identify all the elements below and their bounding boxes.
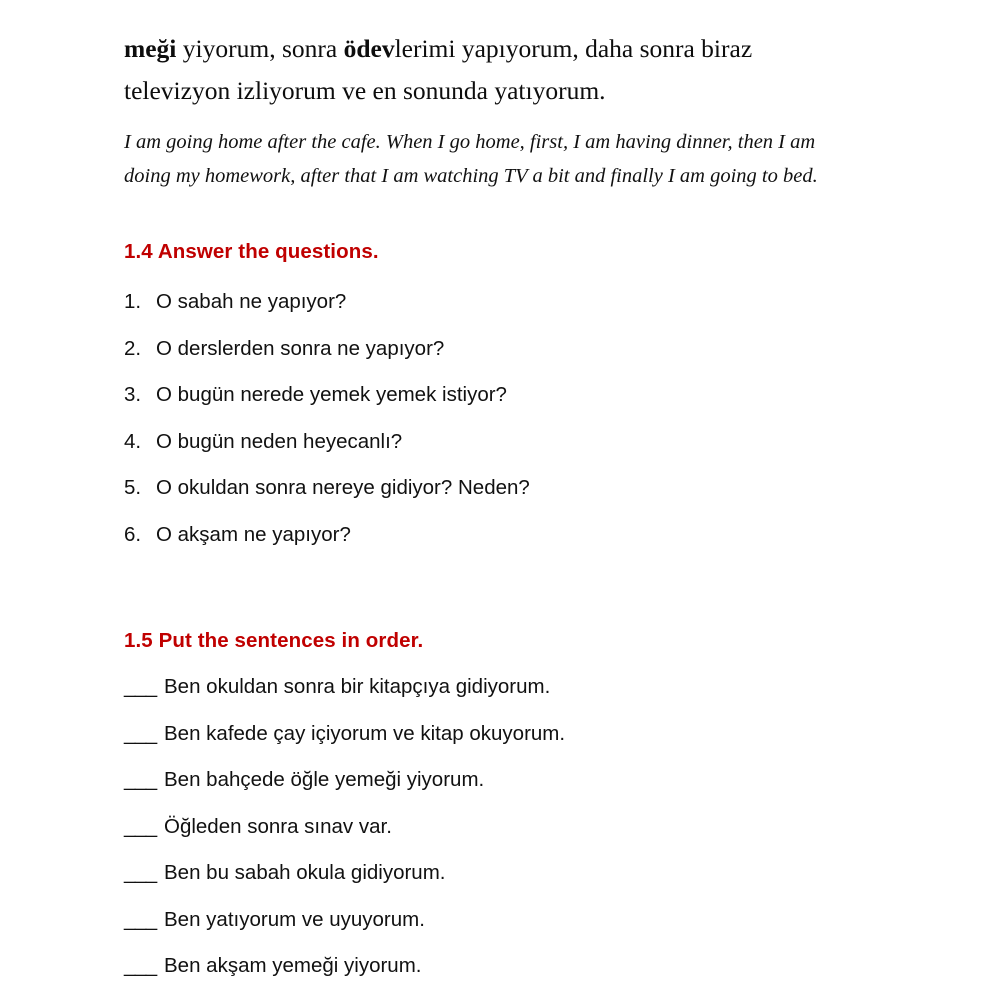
ordering-sentence-text: Ben kafede çay içiyorum ve kitap okuyorum. bbox=[164, 721, 566, 745]
question-item bbox=[124, 429, 880, 455]
ordering-list bbox=[124, 654, 880, 979]
question-item bbox=[124, 336, 880, 362]
turkish-paragraph bbox=[124, 0, 864, 112]
section-heading-1-5: 1.5 Put the sentences in order. bbox=[124, 629, 424, 652]
question-number: 2. bbox=[124, 336, 142, 360]
english-translation: I am going home after the cafe. When I go home, first, I am having dinner, then I am doing my homework, after that I am watching TV a bit and finally I am going to bed. bbox=[124, 131, 818, 187]
answer-blank[interactable]: ___ bbox=[124, 768, 157, 791]
ordering-item bbox=[124, 953, 880, 979]
question-item bbox=[124, 382, 880, 408]
question-number: 1. bbox=[124, 290, 142, 313]
answer-blank[interactable]: ___ bbox=[124, 861, 157, 884]
ordering-sentence-text: Ben yatıyorum ve uyuyorum. bbox=[164, 907, 425, 931]
question-number: 4. bbox=[124, 429, 142, 453]
question-text: O okuldan sonra nereye gidiyor? Neden? bbox=[156, 476, 530, 499]
section-heading-1-4: 1.4 Answer the questions. bbox=[124, 240, 379, 263]
ordering-sentence-text: Ben okuldan sonra bir kitapçıya gidiyorum. bbox=[164, 675, 551, 698]
ordering-item bbox=[124, 767, 880, 793]
answer-blank[interactable]: ___ bbox=[124, 954, 157, 977]
question-text: O sabah ne yapıyor? bbox=[156, 290, 347, 313]
question-text: O akşam ne yapıyor? bbox=[156, 522, 351, 546]
ordering-sentence-text: Ben bahçede öğle yemeği yiyorum. bbox=[164, 768, 485, 791]
question-item bbox=[124, 522, 880, 548]
ordering-sentence-text: Ben bu sabah okula gidiyorum. bbox=[164, 861, 446, 884]
ordering-item bbox=[124, 674, 880, 700]
ordering-item bbox=[124, 721, 880, 747]
question-number: 5. bbox=[124, 476, 142, 499]
bold-word-odev: ödev bbox=[343, 34, 395, 63]
question-number: 6. bbox=[124, 522, 142, 546]
question-text: O derslerden sonra ne yapıyor? bbox=[156, 336, 445, 360]
question-item bbox=[124, 475, 880, 501]
answer-blank[interactable]: ___ bbox=[124, 814, 157, 838]
question-list bbox=[124, 265, 880, 548]
question-item bbox=[124, 289, 880, 315]
paragraph-segment-1: yiyorum, sonra bbox=[176, 34, 344, 63]
paragraph-segment-3: lerimi yapıyorum, daha sonra biraz televizyon izliyorum ve en sonunda yatıyorum. bbox=[124, 34, 753, 105]
answer-blank[interactable]: ___ bbox=[124, 675, 157, 698]
question-number: 3. bbox=[124, 383, 142, 406]
answer-blank[interactable]: ___ bbox=[124, 907, 157, 931]
ordering-item bbox=[124, 860, 880, 886]
question-text: O bugün nerede yemek yemek istiyor? bbox=[156, 383, 507, 406]
question-text: O bugün neden heyecanlı? bbox=[156, 429, 403, 453]
ordering-sentence-text: Ben akşam yemeği yiyorum. bbox=[164, 954, 422, 977]
bold-word-megi: meği bbox=[124, 34, 177, 63]
ordering-item bbox=[124, 907, 880, 933]
ordering-item bbox=[124, 814, 880, 840]
answer-blank[interactable]: ___ bbox=[124, 721, 157, 745]
ordering-sentence-text: Öğleden sonra sınav var. bbox=[164, 814, 392, 838]
